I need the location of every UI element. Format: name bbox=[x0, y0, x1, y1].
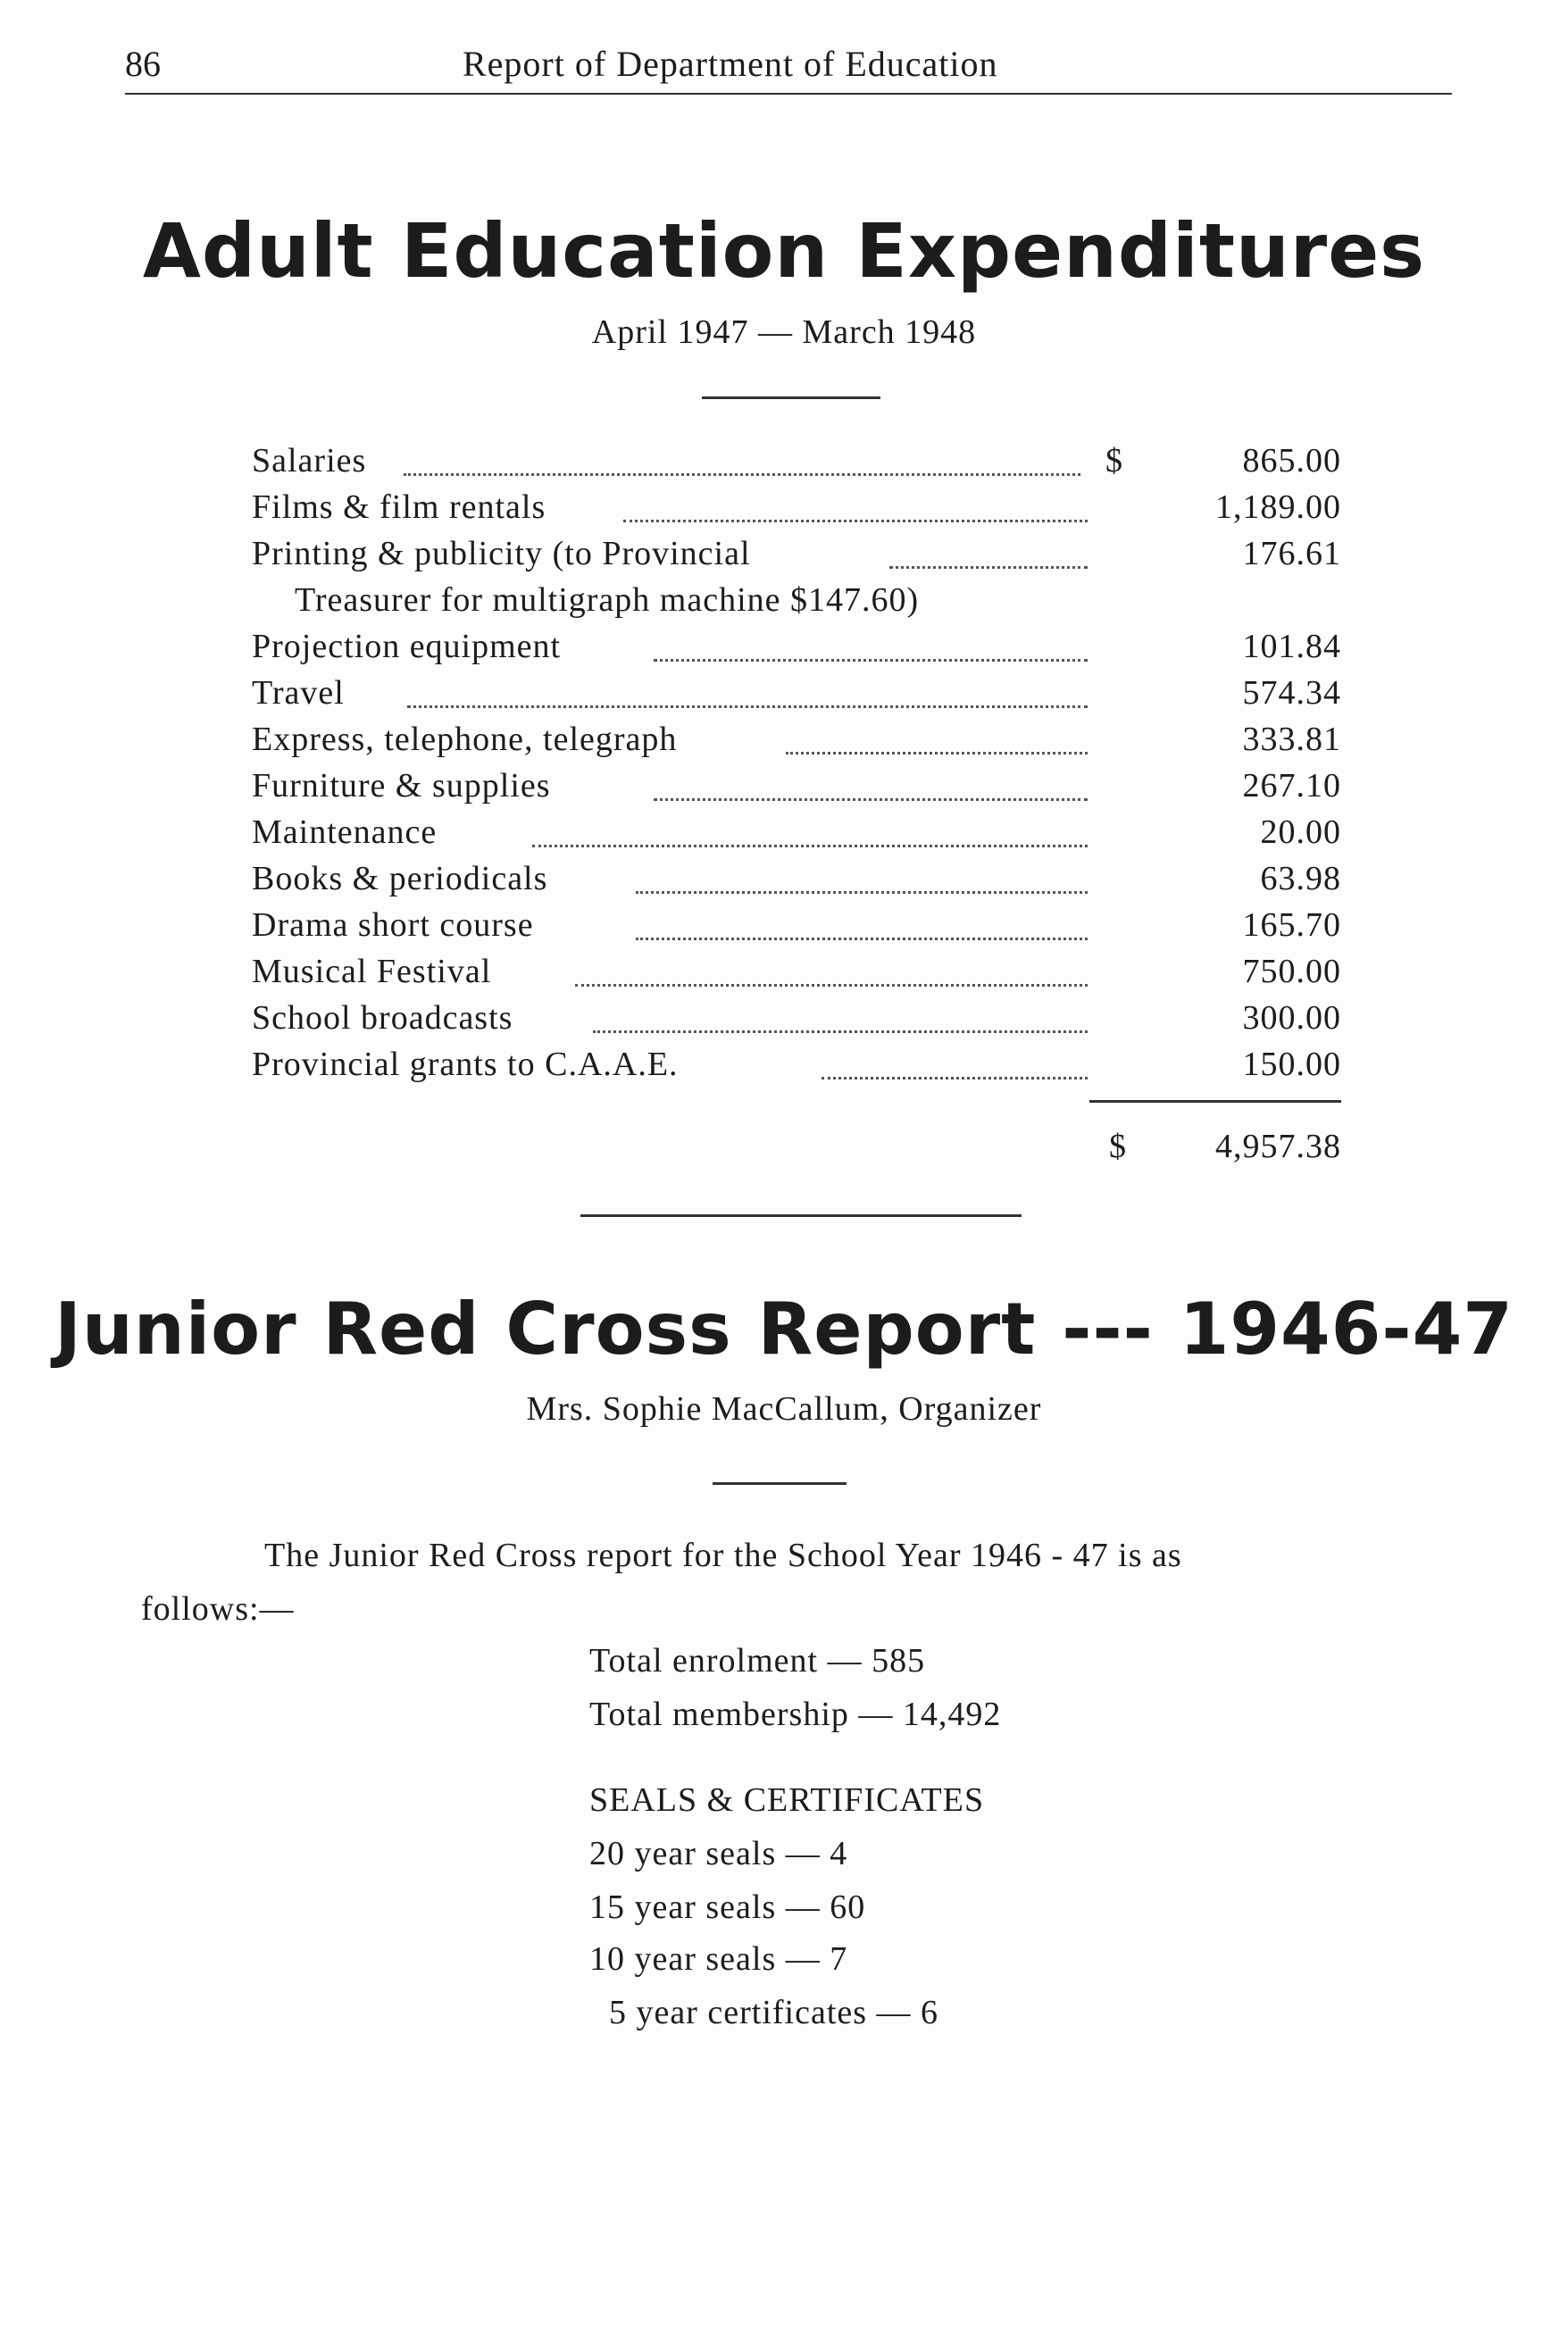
page-number: 86 bbox=[125, 44, 161, 84]
dot-leader bbox=[822, 1077, 1088, 1080]
dot-leader bbox=[575, 984, 1088, 987]
expenditure-row bbox=[0, 1045, 1568, 1089]
expenditure-amount: 267.10 bbox=[1242, 767, 1341, 805]
expenditure-amount: 300.00 bbox=[1242, 999, 1341, 1037]
dot-leader bbox=[623, 520, 1088, 522]
expenditure-row bbox=[0, 859, 1568, 904]
dot-leader bbox=[636, 938, 1088, 940]
section-divider bbox=[580, 1214, 1022, 1217]
dot-leader bbox=[407, 705, 1088, 708]
dot-leader bbox=[654, 659, 1088, 662]
expenditure-amount: 150.00 bbox=[1242, 1046, 1341, 1083]
expenditure-label: Drama short course bbox=[252, 906, 534, 944]
expenditure-row bbox=[0, 813, 1568, 857]
expenditure-label: Projection equipment bbox=[252, 628, 562, 665]
expenditure-amount: 63.98 bbox=[1260, 860, 1341, 897]
dot-leader bbox=[593, 1030, 1088, 1033]
dot-leader bbox=[636, 891, 1088, 894]
expenditure-label: Musical Festival bbox=[252, 953, 492, 990]
dot-leader bbox=[404, 473, 1080, 476]
expenditure-amount: 20.00 bbox=[1260, 813, 1341, 851]
expenditure-amount: 101.84 bbox=[1242, 628, 1341, 665]
dot-leader bbox=[889, 566, 1088, 569]
expenditure-label: Films & film rentals bbox=[252, 488, 546, 526]
expenditure-label: Furniture & supplies bbox=[252, 767, 551, 805]
seal-line: 15 year seals — 60 bbox=[589, 1888, 866, 1926]
expenditure-row bbox=[0, 998, 1568, 1043]
seal-line: 10 year seals — 7 bbox=[589, 1940, 848, 1978]
expenditure-row bbox=[0, 627, 1568, 671]
expenditure-row bbox=[0, 673, 1568, 718]
header-divider bbox=[125, 93, 1452, 95]
dot-leader bbox=[532, 845, 1088, 847]
dot-leader bbox=[786, 752, 1088, 754]
seal-line: 5 year certificates — 6 bbox=[609, 1994, 939, 2031]
total-amount: 4,957.38 bbox=[1215, 1128, 1341, 1165]
expenditure-amount: 333.81 bbox=[1242, 721, 1341, 758]
expenditure-row-continuation bbox=[0, 580, 1568, 625]
expenditure-label: Printing & publicity (to Provincial bbox=[252, 535, 751, 572]
total-divider bbox=[1089, 1100, 1341, 1103]
total-membership: Total membership — 14,492 bbox=[589, 1696, 1002, 1733]
expenditure-label: School broadcasts bbox=[252, 999, 513, 1037]
expenditure-row bbox=[0, 488, 1568, 532]
expenditure-amount: 865.00 bbox=[1242, 442, 1341, 479]
expenditure-amount: 574.34 bbox=[1242, 674, 1341, 712]
intro-text-line-1: The Junior Red Cross report for the School Year 1946 - 47 is as bbox=[264, 1537, 1182, 1574]
expenditure-label: Travel bbox=[252, 674, 345, 712]
expenditure-label: Express, telephone, telegraph bbox=[252, 721, 678, 758]
expenditure-row bbox=[0, 534, 1568, 579]
expenditure-label: Provincial grants to C.A.A.E. bbox=[252, 1046, 679, 1083]
expenditure-row bbox=[0, 441, 1568, 486]
adult-education-title: Adult Education Expenditures bbox=[142, 207, 1426, 295]
expenditure-row bbox=[0, 766, 1568, 811]
title-divider bbox=[713, 1482, 847, 1485]
dot-leader bbox=[654, 798, 1088, 801]
expenditure-label: Salaries bbox=[252, 442, 367, 479]
currency-symbol: $ bbox=[1105, 442, 1123, 479]
adult-education-period: April 1947 — March 1948 bbox=[591, 313, 977, 351]
seals-heading: SEALS & CERTIFICATES bbox=[589, 1781, 985, 1819]
running-header-title: Report of Department of Education bbox=[463, 44, 998, 84]
intro-text-line-2: follows:— bbox=[141, 1590, 295, 1628]
expenditure-amount: 176.61 bbox=[1242, 535, 1341, 572]
seal-line: 20 year seals — 4 bbox=[589, 1835, 848, 1872]
organizer-line: Mrs. Sophie MacCallum, Organizer bbox=[526, 1390, 1042, 1428]
junior-red-cross-title: Junior Red Cross Report --- 1946-47 bbox=[54, 1288, 1514, 1371]
total-enrolment: Total enrolment — 585 bbox=[589, 1642, 926, 1680]
title-divider bbox=[702, 396, 880, 399]
expenditure-label: Maintenance bbox=[252, 813, 438, 851]
expenditure-label-continuation: Treasurer for multigraph machine $147.60) bbox=[295, 581, 920, 619]
expenditure-label: Books & periodicals bbox=[252, 860, 548, 897]
expenditure-row bbox=[0, 952, 1568, 996]
expenditure-amount: 165.70 bbox=[1242, 906, 1341, 944]
expenditure-amount: 1,189.00 bbox=[1215, 488, 1341, 526]
expenditure-row bbox=[0, 905, 1568, 950]
expenditure-row bbox=[0, 720, 1568, 764]
expenditure-amount: 750.00 bbox=[1242, 953, 1341, 990]
total-currency-symbol: $ bbox=[1109, 1128, 1126, 1165]
